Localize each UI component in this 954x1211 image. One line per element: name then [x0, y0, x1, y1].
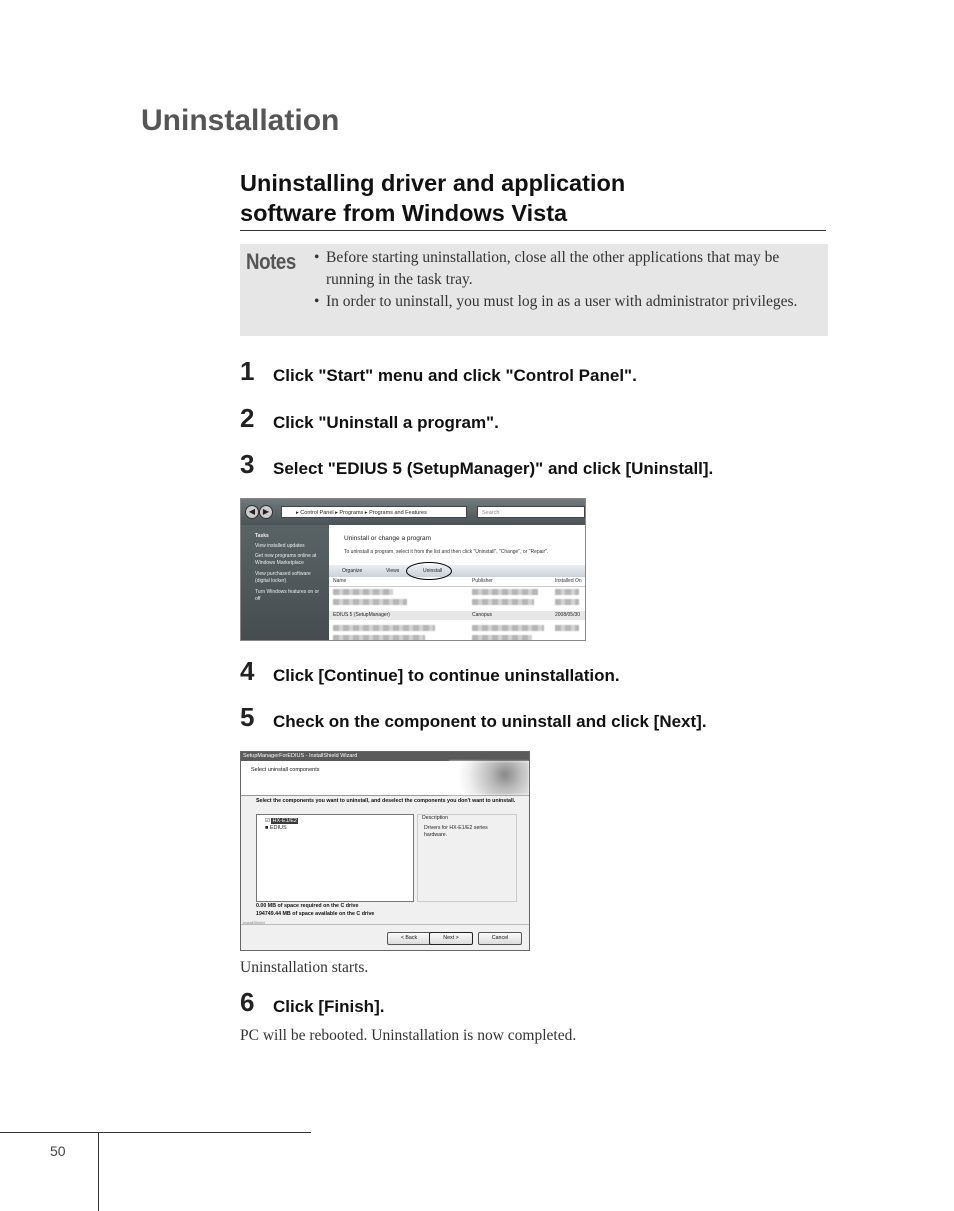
disk-space-info: [256, 902, 374, 918]
column-headers: [329, 577, 585, 587]
program-installed: 2008/05/30: [555, 612, 581, 618]
installshield-label: InstallShield: [243, 920, 265, 925]
pane-title: Uninstall or change a program: [344, 535, 432, 542]
step-number: 2: [240, 403, 255, 433]
footer-vertical-rule: [98, 1132, 99, 1211]
blurred-row: [333, 635, 425, 641]
programs-pane: [329, 525, 585, 640]
blurred-row: [472, 589, 538, 595]
notes-list: [312, 247, 822, 313]
space-available: 194749.44 MB of space available on the C drive: [256, 911, 375, 917]
step-text: Select "EDIUS 5 (SetupManager)" and click [Uninstall].: [273, 459, 714, 478]
tasks-title: Tasks: [255, 533, 269, 539]
next-button: Next >: [429, 932, 473, 945]
step-text: Click "Start" menu and click "Control Panel".: [273, 366, 637, 385]
blurred-row: [333, 599, 407, 605]
cancel-button: Cancel: [478, 932, 522, 945]
back-icon: ◀: [245, 505, 259, 519]
step-number: 1: [240, 356, 255, 386]
step-number: 4: [240, 656, 255, 686]
space-required: 0.00 MB of space required on the C drive: [256, 903, 359, 909]
description-label: Description: [422, 815, 448, 821]
views-button: Views: [386, 568, 400, 574]
notes-item: • Before starting uninstallation, close all the other applications that may be running in the task tray.: [312, 247, 822, 291]
section-title: [240, 168, 826, 231]
uninstall-button: Uninstall: [423, 568, 443, 574]
column-publisher: Publisher: [472, 578, 493, 584]
component-item: ☑ HX-E1/E2: [265, 818, 297, 824]
step-text: Check on the component to uninstall and click [Next].: [273, 712, 707, 731]
completion-text: PC will be rebooted. Uninstallation is now completed.: [240, 1027, 577, 1044]
pane-description: To uninstall a program, select it from the list and then click "Uninstall", "Change", or "Repair".: [344, 549, 549, 555]
address-bar: [241, 499, 585, 525]
step-number: 5: [240, 702, 255, 732]
component-label: EDIUS: [269, 825, 287, 831]
section-title-line-1: Uninstalling driver and application: [240, 170, 626, 196]
back-button: < Back: [387, 932, 431, 945]
notes-box: [240, 244, 828, 336]
blurred-row: [472, 635, 532, 641]
description-text: Drivers for HX-E1/E2 series hardware.: [424, 825, 488, 838]
footer-rule: [0, 1132, 311, 1133]
step-text: Click "Uninstall a program".: [273, 413, 499, 432]
step-text: Click [Continue] to continue uninstallation.: [273, 666, 620, 685]
blurred-row: [333, 625, 435, 631]
column-installed: Installed On: [555, 578, 582, 584]
installshield-wizard-screenshot: [240, 751, 530, 951]
blurred-row: [472, 625, 544, 631]
blurred-row: [555, 599, 579, 605]
notes-item: • In order to uninstall, you must log in as a user with administrator privileges.: [312, 291, 822, 313]
organize-button: Organize: [342, 568, 363, 574]
page-number: 50: [50, 1143, 66, 1159]
notes-label: Notes: [246, 249, 296, 274]
search-field: Search: [477, 506, 585, 518]
wizard-header: [241, 761, 529, 796]
forward-icon: ▶: [259, 505, 273, 519]
divider: [241, 924, 529, 925]
tasks-pane: [241, 525, 329, 640]
task-link: Turn Windows features on or off: [255, 589, 320, 602]
column-name: Name: [333, 578, 347, 584]
wizard-title-bar: SetupManagerForEDIUS - InstallShield Wizard: [241, 752, 529, 761]
program-publisher: Canopus: [472, 612, 493, 618]
component-list: [256, 814, 414, 902]
page-title: Uninstallation: [141, 104, 340, 137]
header-graphic: [449, 761, 529, 795]
program-name: EDIUS 5 (SetupManager): [333, 612, 390, 618]
wizard-subtitle: Select uninstall components: [251, 767, 320, 773]
task-link: Get new programs online at Windows Marketplace: [255, 553, 317, 566]
uninstall-starts-text: Uninstallation starts.: [240, 959, 369, 976]
component-item: ■ EDIUS: [265, 825, 287, 831]
blurred-row: [333, 589, 393, 595]
blurred-row: [555, 625, 579, 631]
blurred-row: [472, 599, 534, 605]
wizard-description: Select the components you want to uninstall, and deselect the components you don't want to uninstall.: [256, 798, 516, 804]
blurred-row: [555, 589, 579, 595]
programs-and-features-screenshot: [240, 498, 586, 641]
step-number: 6: [240, 987, 255, 1017]
address-field: ▸ Control Panel ▸ Programs ▸ Programs and Features: [281, 506, 467, 518]
toolbar: [329, 565, 585, 577]
task-link: View installed updates: [255, 543, 305, 549]
task-link: View purchased software (digital locker): [255, 571, 311, 584]
selected-program-row: [329, 611, 585, 620]
step-text: Click [Finish].: [273, 997, 385, 1016]
section-title-line-2: software from Windows Vista: [240, 200, 568, 226]
description-group: [417, 814, 517, 902]
component-label: HX-E1/E2: [272, 818, 297, 824]
step-number: 3: [240, 449, 255, 479]
